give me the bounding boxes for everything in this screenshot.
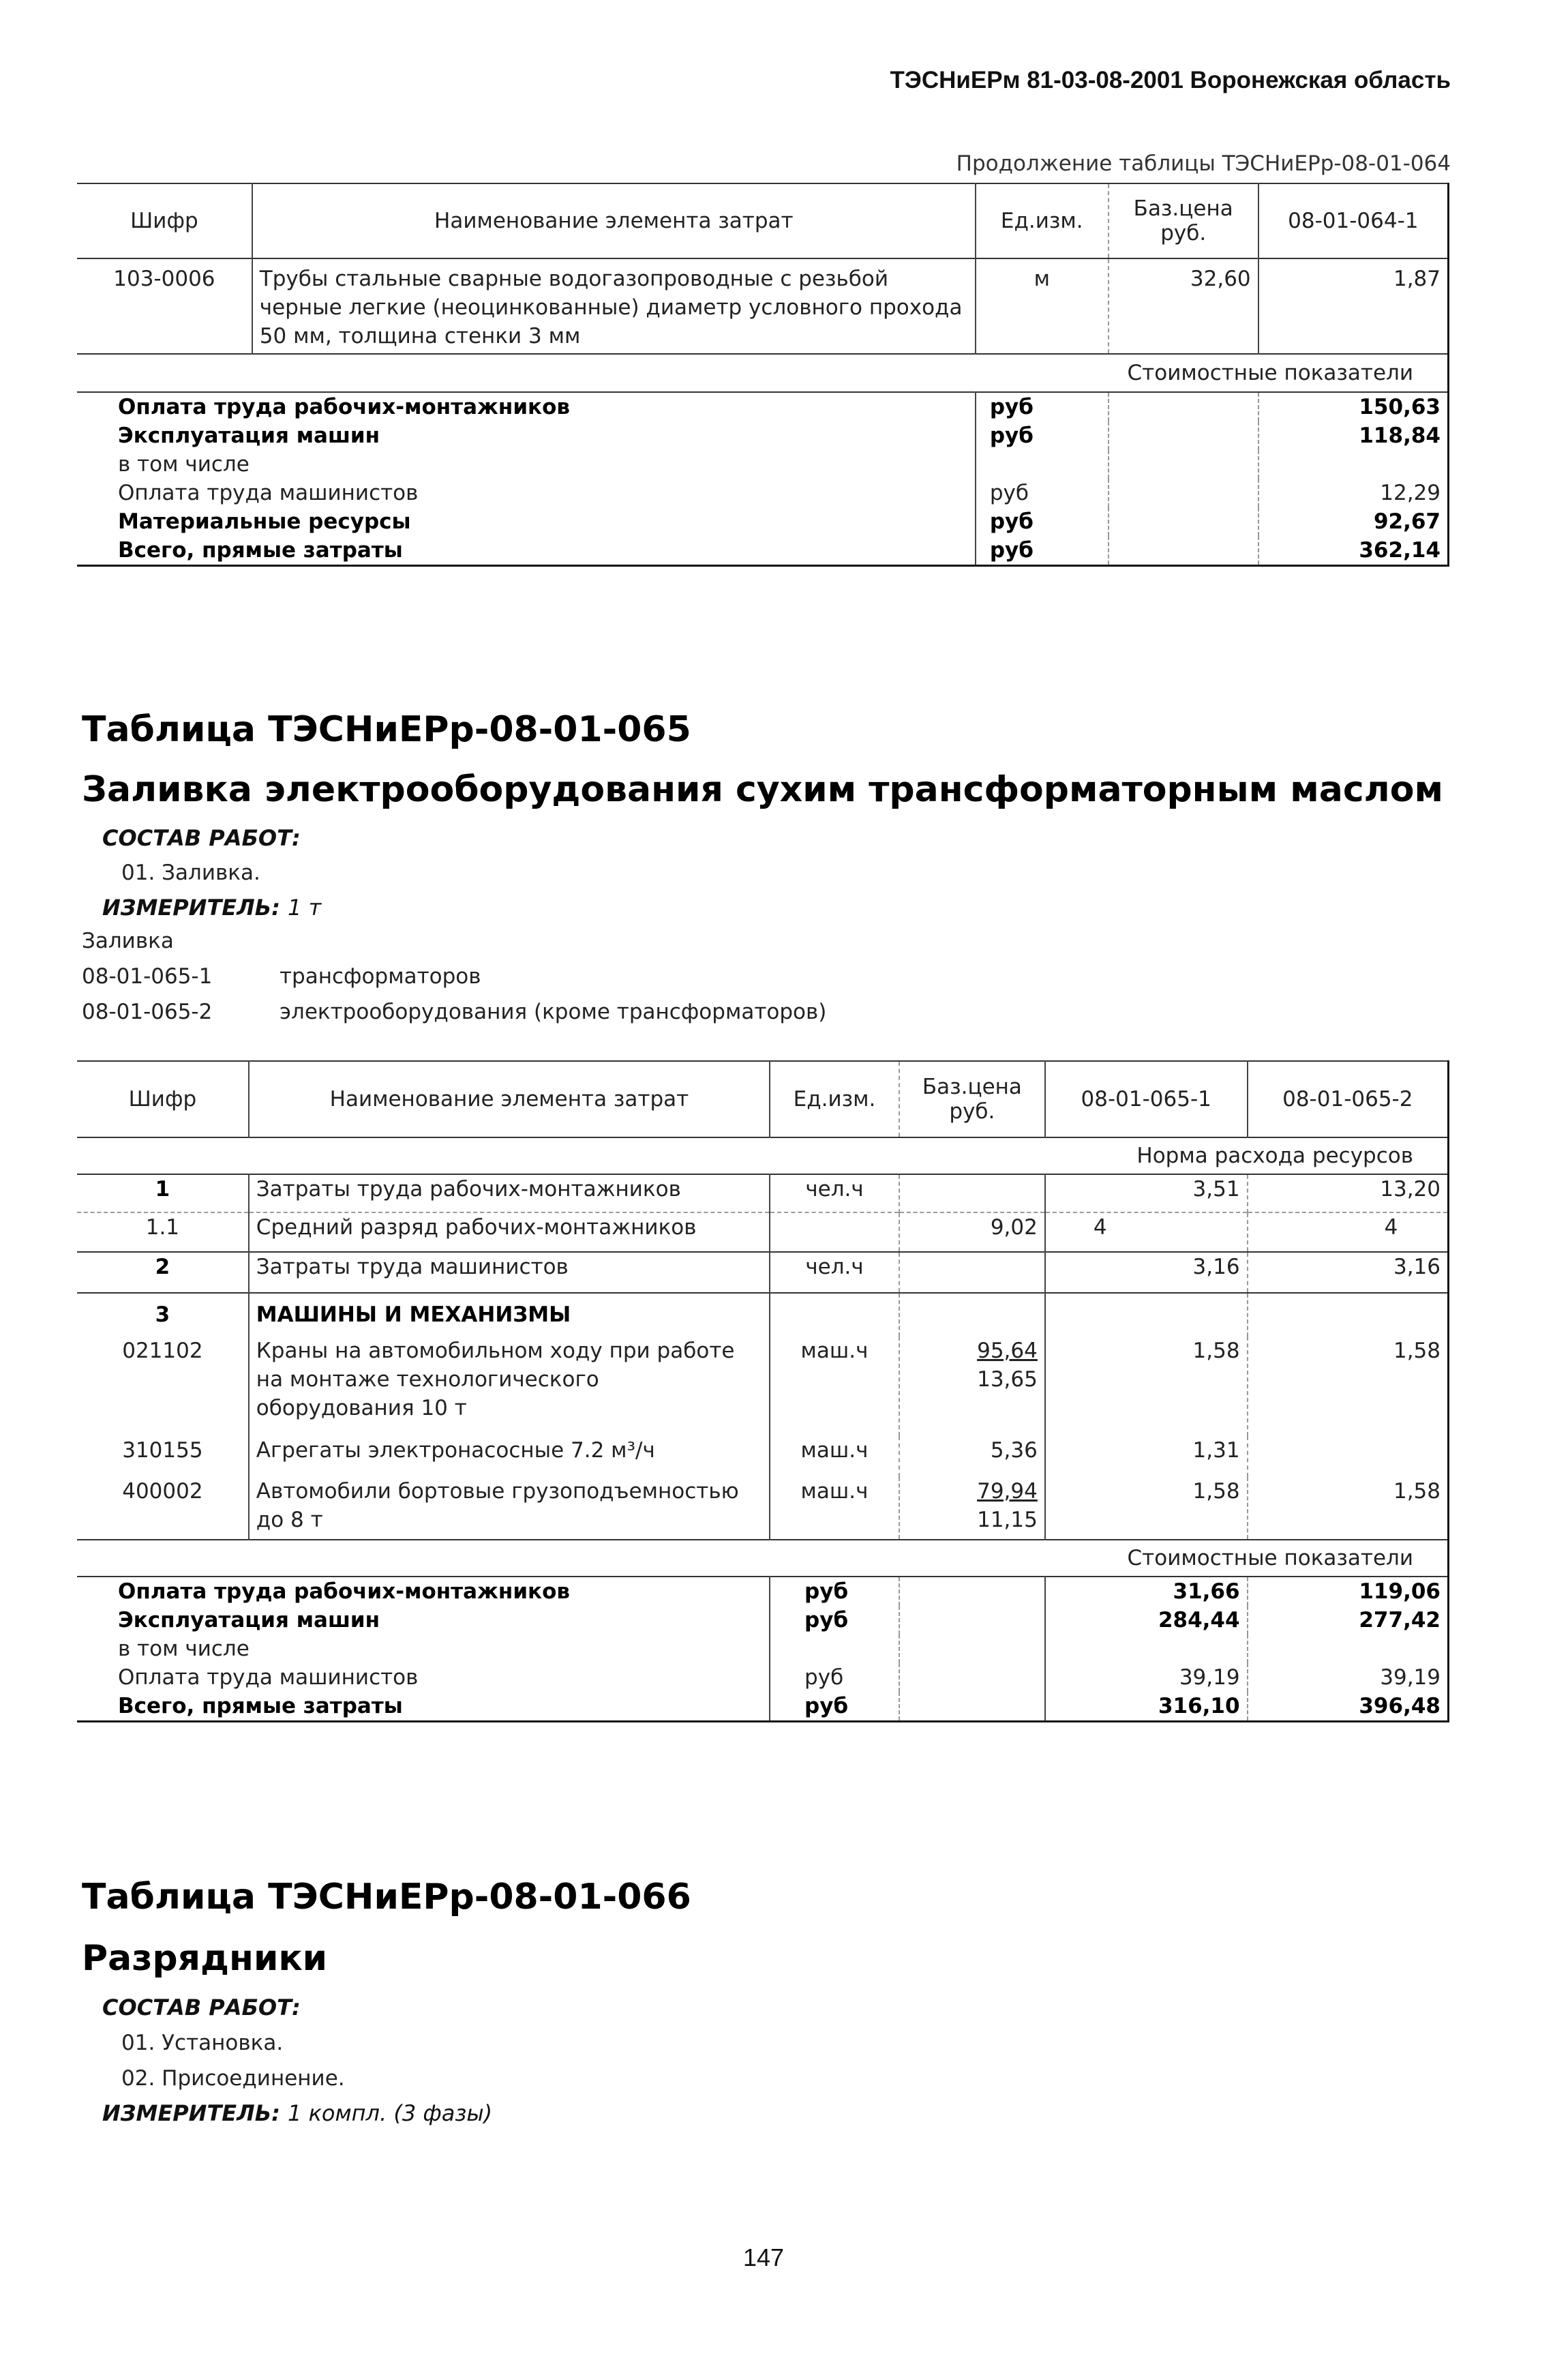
cost-name: Всего, прямые затраты [118,538,403,563]
row-v1: 1,31 [1045,1436,1248,1477]
cost-name: Оплата труда рабочих-монтажников [118,395,570,419]
col-unit: Ед.изм. [976,183,1109,258]
row-price-2: 11,15 [977,1508,1038,1532]
cost-unit: руб [770,1692,899,1722]
row-code: 1 [155,1177,170,1202]
cost-header-row [77,354,1449,392]
row-unit: маш.ч [770,1436,899,1477]
row-price: 9,02 [899,1212,1045,1252]
running-header: ТЭСНиЕРм 81-03-08-2001 Воронежская область [890,67,1451,93]
row-price [899,1174,1045,1212]
row-name: Агрегаты электронасосные 7.2 м³/ч [249,1436,770,1477]
col-code: Шифр [130,209,198,233]
cost-row [77,536,1449,566]
row-name: Средний разряд рабочих-монтажников [249,1212,770,1252]
row-v2: 1,58 [1248,1477,1449,1540]
cost-value: 118,84 [1258,421,1449,450]
row-unit: чел.ч [770,1252,899,1293]
izmeritel-065 [102,895,321,921]
row-unit: маш.ч [770,1337,899,1436]
cost-row [77,1577,1449,1606]
cost-v2: 39,19 [1248,1663,1449,1692]
cost-value: 362,14 [1258,536,1449,566]
cost-value: 150,63 [1258,392,1449,421]
row-v2: 3,16 [1248,1252,1449,1293]
izmeritel-066 [102,2100,492,2126]
cost-row [77,1663,1449,1692]
col-name: Наименование элемента затрат [252,183,976,258]
cost-v1: 316,10 [1045,1692,1248,1722]
table-row [77,1293,1449,1337]
row-v1: 4 [1045,1212,1248,1252]
col-n1: 08-01-065-1 [1045,1061,1248,1137]
cost-unit: руб [976,421,1109,450]
item-code: 08-01-065-1 [82,964,213,989]
izmeritel-label: ИЗМЕРИТЕЛЬ: [102,895,280,921]
row-v1: 1,58 [1045,1337,1248,1436]
cost-v2: 277,42 [1248,1606,1449,1635]
row-code: 2 [155,1255,170,1279]
cost-header: Стоимостные показатели [77,1540,1449,1577]
cost-name: Оплата труда машинистов [118,481,419,505]
table-row [77,1174,1449,1212]
item-code: 08-01-065-2 [82,1000,213,1024]
row-name: Затраты труда рабочих-монтажников [249,1174,770,1212]
row-price: 95,64 [977,1339,1038,1363]
cost-unit: руб [770,1663,899,1692]
table-row [77,1436,1449,1477]
row-v1: 3,51 [1045,1174,1248,1212]
table-08-01-064 [77,183,1449,567]
row-v2: 1,58 [1248,1337,1449,1436]
cost-name: Эксплуатация машин [118,1608,380,1632]
section-subtitle-066: Разрядники [82,1938,328,1979]
cost-row [77,479,1449,507]
row-v2: 13,20 [1248,1174,1449,1212]
izmeritel-value: 1 т [288,895,322,921]
cost-v1: 284,44 [1045,1606,1248,1635]
row-price: 79,94 [977,1479,1038,1504]
row-code: 400002 [122,1479,203,1504]
section-title-065: Таблица ТЭСНиЕРр-08-01-065 [82,709,691,750]
row-unit: чел.ч [770,1174,899,1212]
work-item: 01. Установка. [121,2031,284,2055]
cost-name: Всего, прямые затраты [118,1694,403,1718]
izmeritel-value: 1 компл. (3 фазы) [288,2100,493,2126]
cost-v1: 39,19 [1045,1663,1248,1692]
section-title-066: Таблица ТЭСНиЕРр-08-01-066 [82,1877,691,1917]
cost-row [77,1635,1449,1663]
col-code: Шифр [128,1087,197,1111]
col-n2: 08-01-065-2 [1248,1061,1449,1137]
row-name: Автомобили бортовые грузоподъемностью до 8 т [249,1477,770,1540]
table-header-row [77,183,1449,258]
col-unit: Ед.изм. [770,1061,899,1137]
table-continuation-caption: Продолжение таблицы ТЭСНиЕРр-08-01-064 [956,151,1451,176]
col-norm: 08-01-064-1 [1258,183,1449,258]
row-v2: 4 [1248,1212,1449,1252]
cost-value: 92,67 [1258,507,1449,536]
norm-header-row [77,1137,1449,1174]
cost-value: 12,29 [1258,479,1449,507]
col-price: Баз.цена руб. [899,1061,1045,1137]
row-unit: м [976,258,1109,354]
table-08-01-065 [77,1060,1449,1722]
row-v1: 1,58 [1045,1477,1248,1540]
col-price: Баз.цена руб. [1109,183,1258,258]
cost-unit: руб [976,507,1109,536]
row-code: 1.1 [145,1215,180,1240]
col-name: Наименование элемента затрат [249,1061,770,1137]
cost-name: в том числе [118,1637,250,1661]
row-price: 32,60 [1109,258,1258,354]
norm-header: Норма расхода ресурсов [77,1137,1449,1174]
cost-header: Стоимостные показатели [77,354,1449,392]
group-label: Заливка [82,929,174,953]
table-row [77,1337,1449,1436]
row-unit: маш.ч [770,1477,899,1540]
table-row [77,258,1449,354]
table-header-row [77,1061,1449,1137]
cost-unit: руб [976,392,1109,421]
cost-unit: руб [976,479,1109,507]
row-name: Краны на автомобильном ходу при работе на монтаже технологического оборудования 10 т [249,1337,770,1436]
cost-name: Эксплуатация машин [118,423,380,448]
cost-unit: руб [770,1606,899,1635]
cost-v1: 31,66 [1045,1577,1248,1606]
cost-row [77,450,1449,479]
row-code: 021102 [122,1339,203,1363]
row-price: 5,36 [899,1436,1045,1477]
table-row [77,1252,1449,1293]
table-row [77,1212,1449,1252]
row-code: 3 [155,1302,170,1327]
sostav-label-066: СОСТАВ РАБОТ: [102,1995,301,2020]
sostav-label-065: СОСТАВ РАБОТ: [102,825,301,851]
row-code: 103-0006 [113,267,215,291]
cost-unit: руб [976,536,1109,566]
section-subtitle-065: Заливка электрооборудования сухим трансформаторным маслом [82,769,1443,810]
page-number: 147 [742,2243,785,2271]
cost-name: Оплата труда рабочих-монтажников [118,1579,570,1604]
cost-v2: 396,48 [1248,1692,1449,1722]
cost-header-row [77,1540,1449,1577]
row-name: МАШИНЫ И МЕХАНИЗМЫ [249,1293,770,1337]
row-code: 310155 [122,1438,203,1463]
row-v1: 3,16 [1045,1252,1248,1293]
row-value: 1,87 [1258,258,1449,354]
item-text: трансформаторов [280,964,481,989]
row-name: Трубы стальные сварные водогазопроводные с резьбой черные легкие (неоцинкованные) диаметр условного прохода 50 мм, толщина стенки 3 мм [252,258,976,354]
izmeritel-label: ИЗМЕРИТЕЛЬ: [102,2100,280,2126]
cost-row [77,1606,1449,1635]
table-row [77,1477,1449,1540]
row-price-2: 13,65 [977,1367,1038,1392]
cost-row [77,421,1449,450]
item-text: электрооборудования (кроме трансформаторов) [280,1000,827,1024]
cost-name: Оплата труда машинистов [118,1665,419,1690]
cost-v2: 119,06 [1248,1577,1449,1606]
cost-unit: руб [770,1577,899,1606]
cost-name: в том числе [118,452,250,477]
row-name: Затраты труда машинистов [249,1252,770,1293]
work-item: 01. Заливка. [121,861,260,885]
work-item: 02. Присоединение. [121,2066,345,2091]
cost-row [77,1692,1449,1722]
cost-row [77,392,1449,421]
cost-row [77,507,1449,536]
cost-name: Материальные ресурсы [118,509,411,534]
